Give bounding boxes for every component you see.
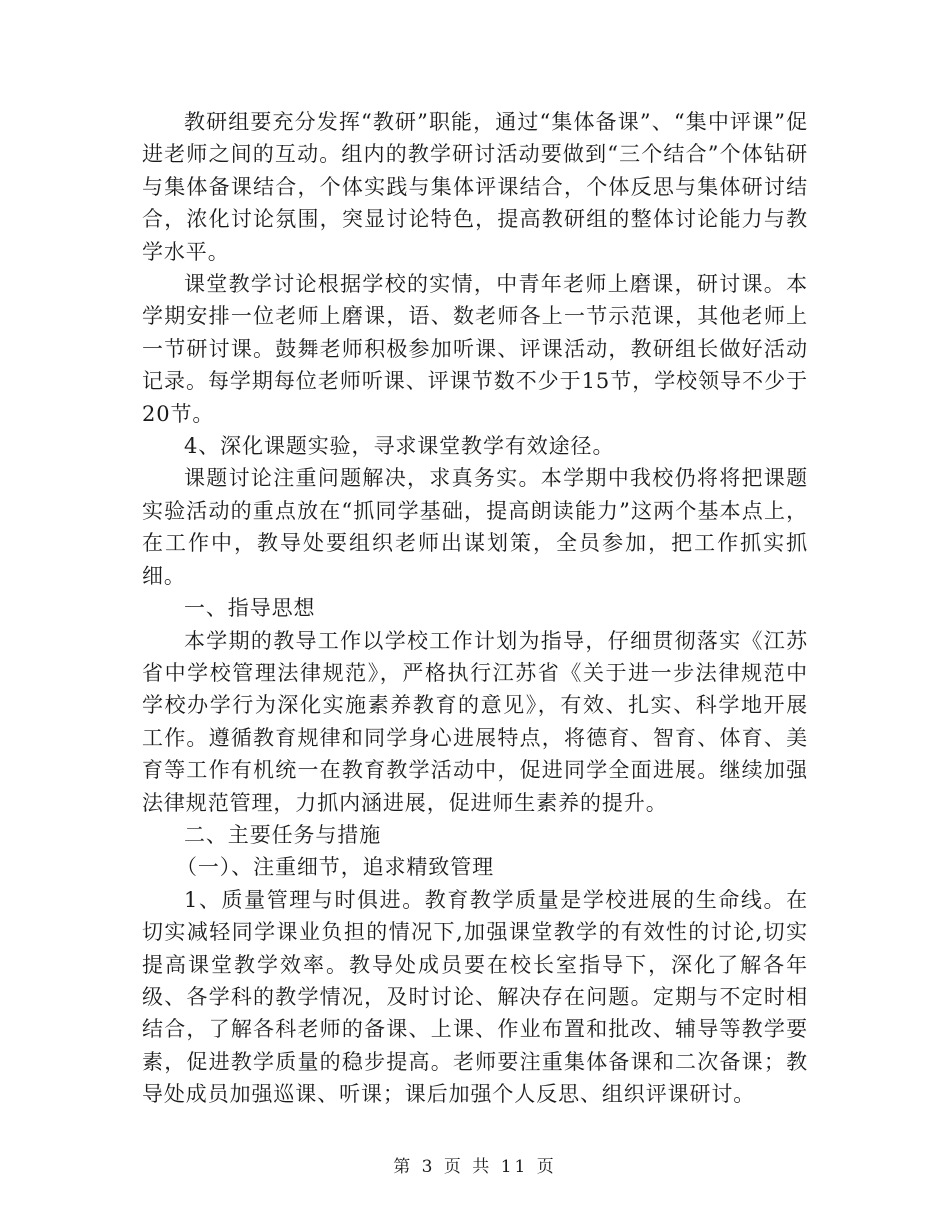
paragraph-classroom-teaching-discussion: 课堂教学讨论根据学校的实情，中青年老师上磨课，研讨课。本学期安排一位老师上磨课，语、数老师各上一节示范课，其他老师上一节研讨课。鼓舞老师积极参加听课、评课活动，教研组长做好活动记录。每学期每位老师听课、评课节数不少于15节，学校领导不少于20节。: [142, 272, 808, 426]
subsection-1-heading: （一）、注重细节，追求精致管理: [176, 855, 494, 880]
paragraph-topic-research: 课题讨论注重问题解决，求真务实。本学期中我校仍将将把课题实验活动的重点放在“抓同学基础，提高朗读能力”这两个基本点上，在工作中，教导处要组织老师出谋划策，全员参加，把工作抓实抓细。: [142, 466, 808, 588]
page-number-footer: 第 3 页 共 11 页: [393, 1157, 557, 1177]
section-1-heading: 一、指导思想: [184, 596, 316, 621]
paragraph-teaching-research-group: 教研组要充分发挥“教研”职能，通过“集体备课”、“集中评课”促进老师之间的互动。组内的教学研讨活动要做到“三个结合”个体钻研与集体备课结合，个体实践与集体评课结合，个体反思与集体研讨结合，浓化讨论氛围，突显讨论特色，提高教研组的整体讨论能力与教学水平。: [142, 110, 808, 264]
section-2-heading: 二、主要任务与措施: [184, 822, 382, 847]
document-body: [142, 106, 808, 1111]
paragraph-guiding-thought: 本学期的教导工作以学校工作计划为指导，仔细贯彻落实《江苏省中学校管理法律规范》，严格执行江苏省《关于进一步法律规范中学校办学行为深化实施素养教育的意见》，有效、扎实、科学地开展工作。遵循教育规律和同学身心进展特点，将德育、智育、体育、美育等工作有机统一在教育教学活动中，促进同学全面进展。继续加强法律规范管理，力抓内涵进展，促进师生素养的提升。: [142, 628, 808, 815]
paragraph-quality-management: 1、质量管理与时俱进。教育教学质量是学校进展的生命线。在切实减轻同学课业负担的情况下,加强课堂教学的有效性的讨论,切实提高课堂教学效率。教导处成员要在校长室指导下，深化了解各年级、各学科的教学情况，及时讨论、解决存在问题。定期与不定时相结合，了解各科老师的备课、上课、作业布置和批改、辅导等教学要素，促进教学质量的稳步提高。老师要注重集体备课和二次备课；教导处成员加强巡课、听课；课后加强个人反思、组织评课研讨。: [142, 887, 808, 1107]
item-4-heading: 4、深化课题实验，寻求课堂教学有效途径。: [184, 434, 615, 459]
